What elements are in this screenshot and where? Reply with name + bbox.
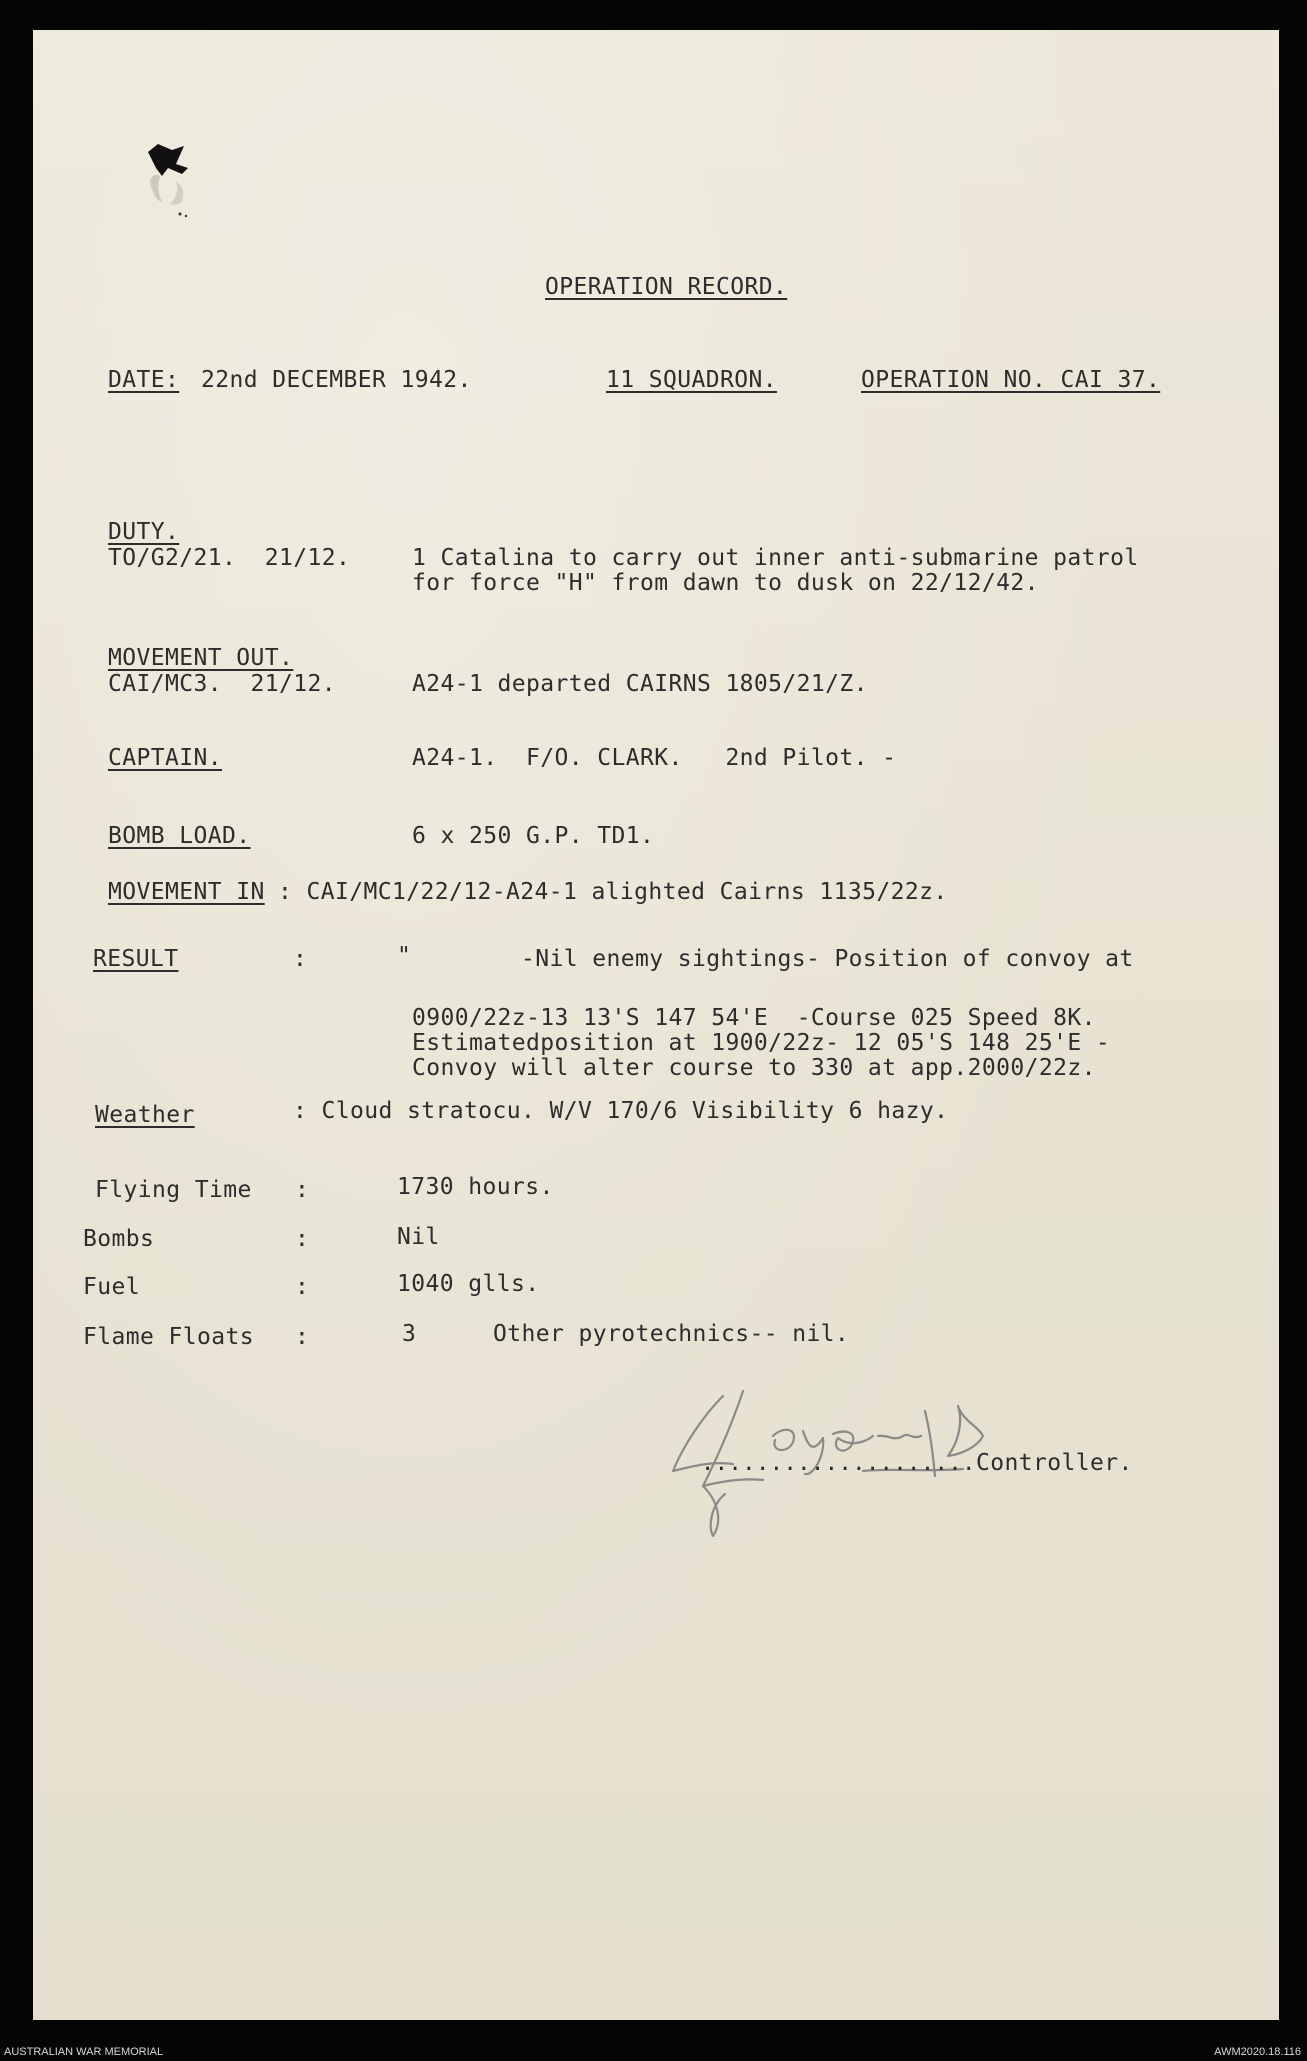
movement-out-ref: CAI/MC3. 21/12. xyxy=(108,671,336,697)
weather-label: Weather xyxy=(95,1102,195,1128)
flame-floats-colon: : xyxy=(295,1324,310,1350)
operation-number: OPERATION NO. CAI 37. xyxy=(861,367,1161,393)
bomb-load-label: BOMB LOAD. xyxy=(108,823,251,849)
captain-text: A24-1. F/O. CLARK. 2nd Pilot. - xyxy=(412,745,897,771)
duty-ref: TO/G2/21. 21/12. xyxy=(108,545,351,571)
result-line-2: 0900/22z-13 13'S 147 54'E -Course 025 Speed 8K. xyxy=(412,1005,1096,1031)
flame-floats-label: Flame Floats xyxy=(83,1324,254,1350)
result-line-1: -Nil enemy sightings- Position of convoy at xyxy=(521,946,1134,972)
result-line-4: Convoy will alter course to 330 at app.2000/22z. xyxy=(412,1055,1096,1081)
duty-line-2: for force "H" from dawn to dusk on 22/12/42. xyxy=(412,570,1039,596)
other-pyrotechnics: Other pyrotechnics-- nil. xyxy=(493,1321,850,1347)
movement-out-heading: MOVEMENT OUT. xyxy=(108,645,294,671)
date-value: 22nd DECEMBER 1942. xyxy=(201,367,472,393)
date-label: DATE: xyxy=(108,367,180,393)
document-page xyxy=(33,30,1279,2020)
captain-label: CAPTAIN. xyxy=(108,745,222,771)
squadron-label: 11 SQUADRON. xyxy=(606,367,777,393)
fuel-value: 1040 glls. xyxy=(397,1271,540,1297)
fuel-label: Fuel xyxy=(83,1274,140,1300)
duty-heading: DUTY. xyxy=(108,519,180,545)
result-line-3: Estimatedposition at 1900/22z- 12 05'S 148 25'E - xyxy=(412,1030,1111,1056)
result-ditto: " xyxy=(397,943,412,969)
flame-floats-value: 3 xyxy=(402,1321,417,1347)
document-title: OPERATION RECORD. xyxy=(545,274,788,300)
bombs-label: Bombs xyxy=(83,1226,155,1252)
flying-time-label: Flying Time xyxy=(95,1177,252,1203)
signatory-role: Controller. xyxy=(976,1450,1133,1476)
flying-time-colon: : xyxy=(295,1177,310,1203)
footer-accession-number: AWM2020.18.116 xyxy=(1214,2046,1301,2058)
movement-in-label: MOVEMENT IN xyxy=(108,879,265,905)
result-label: RESULT xyxy=(93,946,179,972)
weather-text: : Cloud stratocu. W/V 170/6 Visibility 6 hazy. xyxy=(293,1098,949,1124)
movement-out-text: A24-1 departed CAIRNS 1805/21/Z. xyxy=(412,671,868,697)
duty-line-1: 1 Catalina to carry out inner anti-submarine patrol xyxy=(412,545,1139,571)
bomb-load-text: 6 x 250 G.P. TD1. xyxy=(412,823,655,849)
fuel-colon: : xyxy=(295,1274,310,1300)
punch-hole-mark xyxy=(146,142,202,220)
movement-in-text: : CAI/MC1/22/12-A24-1 alighted Cairns 1135/22z. xyxy=(278,879,948,905)
result-colon: : xyxy=(293,946,308,972)
bombs-value: Nil xyxy=(397,1224,440,1250)
flying-time-value: 1730 hours. xyxy=(397,1174,554,1200)
signature-dots: .................... xyxy=(701,1451,976,1476)
bombs-colon: : xyxy=(295,1226,310,1252)
footer-institution: AUSTRALIAN WAR MEMORIAL xyxy=(4,2046,164,2058)
